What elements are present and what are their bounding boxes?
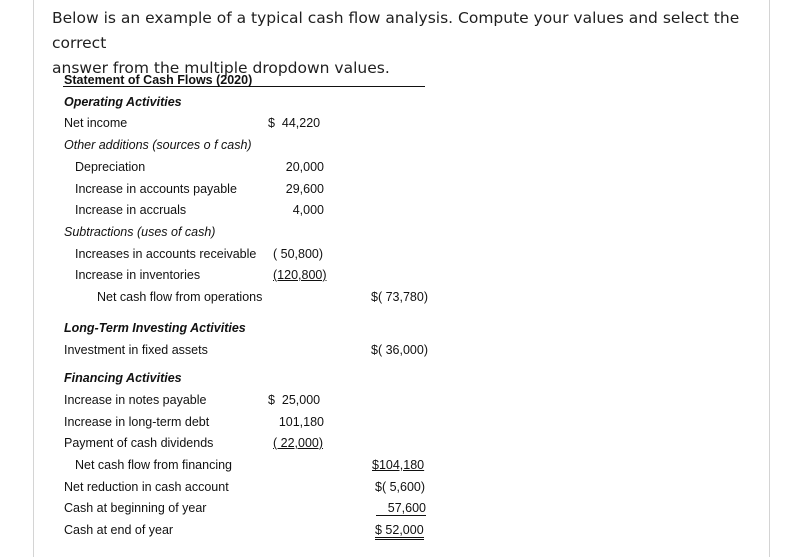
- fixed-assets-value: $( 36,000): [371, 343, 428, 357]
- intro-line-1: Below is an example of a typical cash flow analysis. Compute your values and select the correct: [52, 9, 740, 52]
- long-term-debt-label: Increase in long-term debt: [64, 415, 210, 429]
- title-underline: [63, 86, 425, 87]
- subtractions-label: Subtractions (uses of cash): [64, 225, 216, 239]
- investing-header: Long-Term Investing Activities: [64, 321, 246, 335]
- notes-payable-label: Increase in notes payable: [64, 393, 207, 407]
- operating-header: Operating Activities: [64, 95, 182, 109]
- net-income-label: Net income: [64, 116, 128, 130]
- dividends-label: Payment of cash dividends: [64, 436, 214, 450]
- net-reduction-value: $( 5,600): [375, 480, 426, 494]
- net-reduction-label: Net reduction in cash account: [64, 480, 229, 494]
- cash-beginning-value: 57,600: [376, 501, 426, 516]
- depreciation-label: Depreciation: [75, 160, 146, 174]
- financing-header: Financing Activities: [64, 371, 182, 385]
- net-financing-label: Net cash flow from financing: [75, 458, 233, 472]
- long-term-debt-value: 101,180: [278, 415, 324, 429]
- other-additions-label: Other additions (sources o f cash): [64, 138, 252, 152]
- cash-end-label: Cash at end of year: [64, 523, 174, 537]
- cash-end-value: $ 52,000: [375, 523, 424, 540]
- cash-beginning-label: Cash at beginning of year: [64, 501, 207, 515]
- net-operations-label: Net cash flow from operations: [97, 290, 263, 304]
- net-financing-value: $104,180: [372, 458, 425, 472]
- net-income-value: $ 44,220: [268, 116, 321, 130]
- accounts-payable-value: 29,600: [285, 182, 324, 196]
- accruals-label: Increase in accruals: [75, 203, 187, 217]
- fixed-assets-label: Investment in fixed assets: [64, 343, 208, 357]
- inventories-label: Increase in inventories: [75, 268, 201, 282]
- notes-payable-value: $ 25,000: [268, 393, 321, 407]
- accounts-receivable-value: ( 50,800): [273, 247, 324, 261]
- depreciation-value: 20,000: [285, 160, 324, 174]
- inventories-value: (120,800): [273, 268, 327, 282]
- accounts-payable-label: Increase in accounts payable: [75, 182, 237, 196]
- statement-title: Statement of Cash Flows (2020): [64, 73, 253, 87]
- accounts-receivable-label: Increases in accounts receivable: [75, 247, 257, 261]
- accruals-value: 4,000: [292, 203, 324, 217]
- intro-line-2: answer from the multiple dropdown values.: [52, 59, 390, 77]
- dividends-value: ( 22,000): [273, 436, 324, 450]
- net-operations-value: $( 73,780): [371, 290, 428, 304]
